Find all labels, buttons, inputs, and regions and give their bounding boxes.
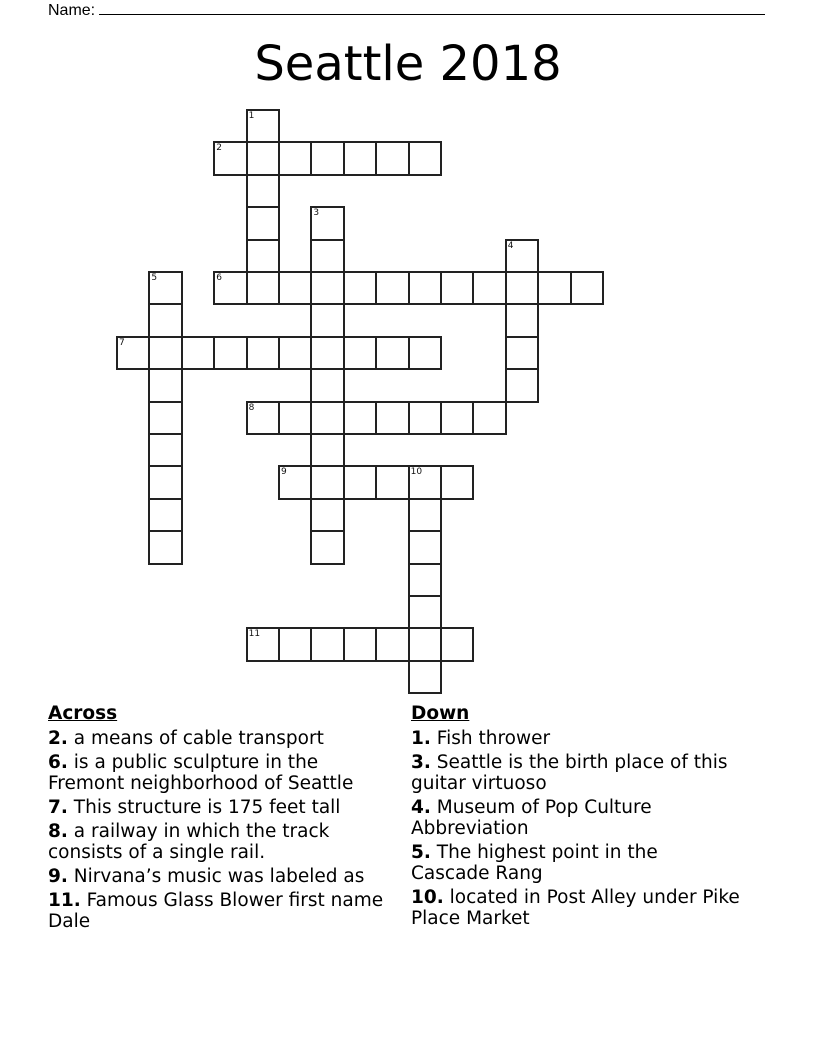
grid-cell[interactable] xyxy=(408,563,442,597)
grid-cell[interactable] xyxy=(310,368,344,402)
grid-cell[interactable] xyxy=(408,660,442,694)
clue-across-11: 11. Famous Glass Blower first name Dale xyxy=(48,890,384,932)
grid-cell[interactable] xyxy=(310,141,344,175)
grid-cell[interactable] xyxy=(310,271,344,305)
grid-cell[interactable] xyxy=(440,627,474,661)
page-title: Seattle 2018 xyxy=(254,36,562,92)
grid-cell[interactable] xyxy=(343,271,377,305)
clue-number: 7 xyxy=(119,337,125,348)
clue-across-7: 7. This structure is 175 feet tall xyxy=(48,797,341,818)
grid-cell[interactable] xyxy=(408,595,442,629)
grid-cell[interactable] xyxy=(472,401,506,435)
grid-cell[interactable] xyxy=(310,498,344,532)
grid-cell[interactable] xyxy=(472,271,506,305)
grid-cell[interactable] xyxy=(505,303,539,337)
grid-cell[interactable] xyxy=(505,271,539,305)
grid-cell[interactable] xyxy=(148,433,182,467)
grid-cell[interactable] xyxy=(148,401,182,435)
grid-cell[interactable] xyxy=(440,271,474,305)
clue-number: 9 xyxy=(281,467,287,478)
grid-cell[interactable] xyxy=(375,336,409,370)
grid-cell[interactable] xyxy=(537,271,571,305)
clue-number: 2 xyxy=(216,143,222,154)
clue-number: 5 xyxy=(151,273,158,283)
grid-cell[interactable] xyxy=(408,271,442,305)
grid-cell[interactable] xyxy=(310,206,344,240)
grid-cell[interactable] xyxy=(343,336,377,370)
grid-cell[interactable] xyxy=(440,401,474,435)
clue-number: 10 xyxy=(410,467,423,478)
clue-down-1: 1. Fish thrower xyxy=(411,728,551,749)
clue-number: 3 xyxy=(313,208,320,219)
grid-cell[interactable] xyxy=(148,465,182,499)
grid-cell[interactable] xyxy=(310,336,344,370)
clue-number: 6 xyxy=(216,273,222,283)
grid-cell[interactable] xyxy=(310,530,344,564)
grid-cell[interactable] xyxy=(505,368,539,402)
grid-cell[interactable] xyxy=(408,401,442,435)
grid-cell[interactable] xyxy=(246,336,280,370)
grid-cell[interactable] xyxy=(246,109,280,143)
grid-cell[interactable] xyxy=(343,401,377,435)
across-clues xyxy=(48,702,393,935)
grid-cell[interactable] xyxy=(278,627,312,661)
name-label: Name: xyxy=(48,2,96,19)
grid-cell[interactable] xyxy=(343,627,377,661)
grid-cell[interactable] xyxy=(246,271,280,305)
grid-cell[interactable] xyxy=(246,627,280,661)
grid-cell[interactable] xyxy=(375,627,409,661)
grid-cell[interactable] xyxy=(116,336,150,370)
down-heading: Down xyxy=(411,703,470,724)
clue-across-2: 2. a means of cable transport xyxy=(48,728,324,749)
grid-cell[interactable] xyxy=(310,627,344,661)
grid-cell[interactable] xyxy=(375,465,409,499)
grid-cell[interactable] xyxy=(148,368,182,402)
grid-cell[interactable] xyxy=(310,401,344,435)
grid-cell[interactable] xyxy=(148,336,182,370)
grid-cell[interactable] xyxy=(310,465,344,499)
clue-number: 4 xyxy=(507,240,514,251)
grid-cell[interactable] xyxy=(310,239,344,273)
grid-cell[interactable] xyxy=(278,141,312,175)
grid-cell[interactable] xyxy=(213,141,247,175)
grid-cell[interactable] xyxy=(278,271,312,305)
clue-down-3: 3. Seattle is the birth place of this guitar virtuoso xyxy=(411,752,728,794)
grid-cell[interactable] xyxy=(408,465,442,499)
grid-cell[interactable] xyxy=(246,401,280,435)
grid-cell[interactable] xyxy=(408,627,442,661)
grid-cell[interactable] xyxy=(278,401,312,435)
grid-cell[interactable] xyxy=(213,271,247,305)
clue-across-8: 8. a railway in which the track consists of a single rail. xyxy=(48,821,330,863)
clue-down-5: 5. The highest point in the Cascade Rang xyxy=(411,842,658,884)
grid-cell[interactable] xyxy=(408,141,442,175)
grid-cell[interactable] xyxy=(246,174,280,208)
clue-across-9: 9. Nirvana’s music was labeled as xyxy=(48,866,365,887)
grid-cell[interactable] xyxy=(246,141,280,175)
grid-cell[interactable] xyxy=(408,530,442,564)
clue-number: 8 xyxy=(248,402,255,413)
grid-cell[interactable] xyxy=(246,239,280,273)
clue-number: 11 xyxy=(248,629,261,640)
grid-cell[interactable] xyxy=(375,401,409,435)
down-clues xyxy=(411,702,741,932)
grid-cell[interactable] xyxy=(246,206,280,240)
grid-cell[interactable] xyxy=(278,336,312,370)
grid-cell[interactable] xyxy=(375,271,409,305)
grid-cell[interactable] xyxy=(213,336,247,370)
clue-down-10: 10. located in Post Alley under Pike Place Market xyxy=(411,887,740,929)
grid-cell[interactable] xyxy=(343,465,377,499)
grid-cell[interactable] xyxy=(505,239,539,273)
grid-cell[interactable] xyxy=(375,141,409,175)
grid-cell[interactable] xyxy=(181,336,215,370)
grid-cell[interactable] xyxy=(278,465,312,499)
grid-cell[interactable] xyxy=(408,336,442,370)
grid-cell[interactable] xyxy=(148,530,182,564)
grid-cell[interactable] xyxy=(343,141,377,175)
clue-down-4: 4. Museum of Pop Culture Abbreviation xyxy=(411,797,652,839)
grid-cell[interactable] xyxy=(505,336,539,370)
clue-number: 1 xyxy=(248,111,255,121)
grid-cell[interactable] xyxy=(148,498,182,532)
across-heading: Across xyxy=(48,703,118,724)
grid-cell[interactable] xyxy=(148,271,182,305)
grid-cell[interactable] xyxy=(570,271,604,305)
grid-cell[interactable] xyxy=(310,303,344,337)
clue-across-6: 6. is a public sculpture in the Fremont neighborhood of Seattle xyxy=(48,752,354,794)
grid-cell[interactable] xyxy=(310,433,344,467)
grid-cell[interactable] xyxy=(408,498,442,532)
grid-cell[interactable] xyxy=(440,465,474,499)
grid-cell[interactable] xyxy=(148,303,182,337)
